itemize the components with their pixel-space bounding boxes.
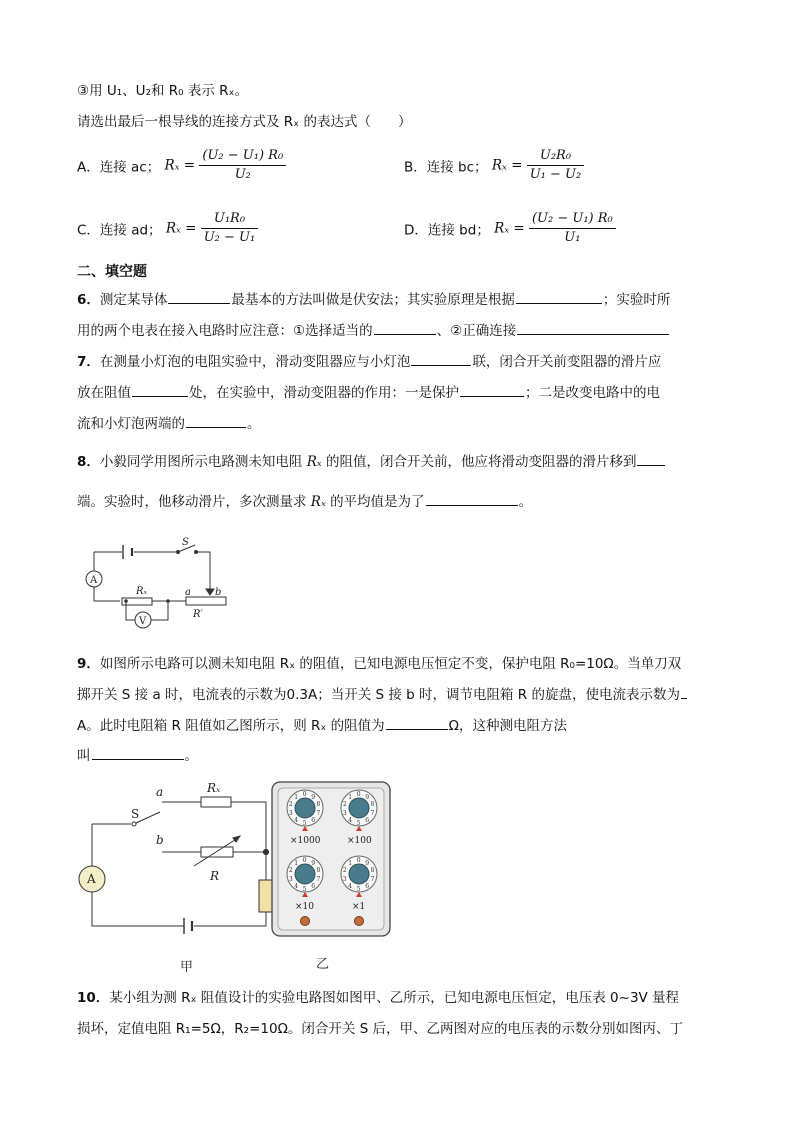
q10-number: 10． <box>77 990 110 1006</box>
q9-text-3b: Ω，这种测电阻方法 <box>448 718 567 734</box>
q7-blank-2[interactable] <box>132 383 188 397</box>
q8-rx-symbol: Rₓ <box>306 454 322 470</box>
dial-1000-digit: 8 <box>316 801 321 808</box>
rx-label: Rₓ <box>136 586 148 597</box>
q7-line1 <box>77 352 661 372</box>
dial-10-digit: 8 <box>316 867 321 874</box>
dial-1-knob <box>349 864 369 884</box>
option-a-fraction <box>199 148 286 183</box>
terminal-a-label: a <box>185 587 191 598</box>
option-d-denominator: U₁ <box>564 230 581 245</box>
dial-100-digit: 5 <box>356 820 361 827</box>
dial-1-digit: 7 <box>370 876 375 883</box>
q6-text-1a: 测定某导体 <box>99 292 168 308</box>
rx-resistor <box>201 797 231 807</box>
switch-pivot <box>132 822 136 826</box>
q6-text-2b: 、②正确连接 <box>436 323 517 339</box>
wire-top-right <box>196 552 210 575</box>
rheostat-body <box>186 597 226 605</box>
q6-text-1c: ；实验时所 <box>602 292 671 308</box>
q8-blank-2[interactable] <box>426 492 518 506</box>
dial-1-digit: 4 <box>348 883 353 891</box>
dial-100-digit: 9 <box>365 793 370 801</box>
q6-text-1b: 最基本的方法叫做是伏安法；其实验原理是根据 <box>231 292 515 308</box>
junction-right <box>167 600 170 603</box>
contact-a-label: a <box>156 785 164 799</box>
q8-blank-1[interactable] <box>637 452 665 466</box>
dial-1000-digit: 7 <box>316 810 321 817</box>
voltmeter-label: V <box>139 616 147 627</box>
q8-line1 <box>77 452 666 472</box>
dial-100-digit: 3 <box>342 810 347 817</box>
q5-step3: ③用 U₁、U₂和 R₀ 表示 Rₓ。 <box>77 83 249 99</box>
option-a <box>77 148 286 183</box>
q10-line2 <box>77 1019 683 1039</box>
dial-1000-digit: 2 <box>288 801 293 808</box>
q9-text-4a: 叫 <box>77 748 91 764</box>
wire-branch-a-right <box>231 802 266 852</box>
q9-line1 <box>77 654 681 674</box>
option-a-numerator: (U₂ − U₁) R₀ <box>199 148 286 166</box>
q7-number: 7． <box>77 354 100 370</box>
q10-text-2: 损坏，定值电阻 R₁=5Ω，R₂=10Ω。闭合开关 S 后，甲、乙两图对应的电压表的示数分别如图丙、丁 <box>77 1021 684 1037</box>
dial-10-digit: 6 <box>311 883 316 891</box>
q6-blank-2[interactable] <box>516 290 602 304</box>
dial-1000-digit: 4 <box>294 817 299 825</box>
terminal-right <box>355 917 364 926</box>
q10-line1 <box>77 988 679 1008</box>
wire-bottom-right <box>194 898 266 926</box>
q8-text-1b: 的阻值，闭合开关前，他应将滑动变阻器的滑片移到 <box>325 454 637 470</box>
q7-line3 <box>77 414 261 434</box>
dial-100-digit: 1 <box>348 793 353 801</box>
terminal-b-label: b <box>215 587 222 598</box>
ammeter-label: A <box>90 575 98 586</box>
option-b-label: B．连接 bc； <box>404 159 488 176</box>
q9-number: 9． <box>77 656 100 672</box>
option-b <box>404 148 584 183</box>
q9-text-4b: 。 <box>184 748 198 764</box>
dial-100-digit: 7 <box>370 810 375 817</box>
option-c-label: C．连接 ad； <box>77 222 162 239</box>
switch-label: S <box>182 537 189 548</box>
option-c-numerator: U₁R₀ <box>201 211 259 229</box>
q6-line2 <box>77 321 670 341</box>
q7-text-2b: 处，在实验中，滑动变阻器的作用：一是保护 <box>189 385 459 401</box>
caption-jia: 甲 <box>180 960 194 975</box>
dial-1000-digit: 5 <box>302 820 307 827</box>
switch-label: S <box>131 807 140 821</box>
option-a-denominator: U₂ <box>234 167 251 182</box>
option-c-denominator: U₂ − U₁ <box>203 230 256 245</box>
rx-label: Rₓ <box>207 781 221 795</box>
dial-10-digit: 9 <box>311 859 316 867</box>
q7-line2 <box>77 383 660 403</box>
option-b-lhs: Rₓ = <box>491 157 523 174</box>
q9-blank-3[interactable] <box>92 746 184 760</box>
dial-10-digit: 5 <box>302 886 307 893</box>
wire-left-lower <box>92 892 184 926</box>
dial-10-digit: 4 <box>294 883 299 891</box>
q7-text-3b: 。 <box>247 416 261 432</box>
rheostat-label: R′ <box>193 609 203 620</box>
q9-blank-2[interactable] <box>386 716 448 730</box>
dial-100-digit: 8 <box>370 801 375 808</box>
caption-yi: 乙 <box>316 957 330 972</box>
dial-1-digit: 8 <box>370 867 375 874</box>
dial-1-digit: 0 <box>356 857 361 864</box>
q9-blank-1[interactable] <box>681 685 687 699</box>
option-c-lhs: Rₓ = <box>165 220 197 237</box>
dial-10-digit: 0 <box>302 857 307 864</box>
option-d-numerator: (U₂ − U₁) R₀ <box>529 211 616 229</box>
option-b-fraction <box>527 148 585 183</box>
section-heading-fill-in: 二、填空题 <box>77 264 147 280</box>
option-c-fraction <box>201 211 259 246</box>
option-d <box>404 211 616 246</box>
slider-arrow <box>206 589 214 595</box>
q10-text-1: 某小组为测 Rₓ 阻值设计的实验电路图如图甲、乙所示，已知电源电压恒定，电压表 0~3V 量程 <box>109 990 680 1006</box>
q9-line4 <box>77 746 198 766</box>
q7-text-1b: 联，闭合开关前变阻器的滑片应 <box>472 354 662 370</box>
q6-blank-3[interactable] <box>374 321 436 335</box>
terminal-left <box>301 917 310 926</box>
option-d-fraction <box>529 211 616 246</box>
r0-resistor <box>259 880 273 912</box>
voltmeter-wire-right <box>151 601 168 620</box>
q9-line2 <box>77 685 688 705</box>
option-a-lhs: Rₓ = <box>164 157 196 174</box>
q6-blank-1[interactable] <box>168 290 230 304</box>
q7-blank-4[interactable] <box>186 414 246 428</box>
option-b-denominator: U₁ − U₂ <box>529 167 582 182</box>
q8-number: 8． <box>77 454 100 470</box>
option-a-label: A．连接 ac； <box>77 159 161 176</box>
dial-100-knob <box>349 798 369 818</box>
dial-1-digit: 9 <box>365 859 370 867</box>
label-x10: ×10 <box>295 902 314 912</box>
r-label: R <box>210 869 220 883</box>
ammeter-label: A <box>87 872 96 886</box>
dial-100-digit: 4 <box>348 817 353 825</box>
q5-prompt: 请选出最后一根导线的连接方式及 Rₓ 的表达式（ ） <box>77 114 412 130</box>
label-x1: ×1 <box>352 902 366 912</box>
q7-blank-1[interactable] <box>411 352 471 366</box>
q9-text-1: 如图所示电路可以测未知电阻 Rₓ 的阻值，已知电源电压恒定不变，保护电阻 R₀=10Ω。当单刀双 <box>99 656 682 672</box>
option-d-label: D．连接 bd； <box>404 222 490 239</box>
dial-100-digit: 6 <box>365 817 370 825</box>
voltmeter-wire-left <box>126 601 135 620</box>
dial-10-digit: 3 <box>288 876 293 883</box>
q8-text-1a: 小毅同学用图所示电路测未知电阻 <box>99 454 303 470</box>
dial-100-digit: 2 <box>342 801 347 808</box>
q8-text-2c: 。 <box>518 494 533 510</box>
wire-left-bottom <box>94 587 120 601</box>
dial-1000-digit: 9 <box>311 793 316 801</box>
q7-text-1a: 在测量小灯泡的电阻实验中，滑动变阻器应与小灯泡 <box>99 354 411 370</box>
q9-figure <box>76 776 396 976</box>
q8-text-2b: 的平均值是为了 <box>330 494 425 510</box>
q8-line2 <box>77 492 532 512</box>
contact-b-label: b <box>156 833 164 847</box>
dial-10-digit: 7 <box>316 876 321 883</box>
q6-blank-4[interactable] <box>517 321 669 335</box>
q7-text-2c: ；二是改变电路中的电 <box>525 385 660 401</box>
resistance-box-symbol <box>201 847 233 857</box>
dial-10-digit: 2 <box>288 867 293 874</box>
switch-blade <box>136 812 160 823</box>
junction-left <box>125 600 128 603</box>
dial-1-digit: 6 <box>365 883 370 891</box>
q7-text-2a: 放在阻值 <box>77 385 131 401</box>
q6-text-2a: 用的两个电表在接入电路时应注意：①选择适当的 <box>77 323 373 339</box>
q7-blank-3[interactable] <box>460 383 524 397</box>
dial-10-digit: 1 <box>294 859 299 867</box>
dial-1-digit: 1 <box>348 859 353 867</box>
label-x1000: ×1000 <box>290 836 321 846</box>
dial-10-knob <box>295 864 315 884</box>
q9-text-3a: A。此时电阻箱 R 阻值如乙图所示，则 Rₓ 的阻值为 <box>77 718 385 734</box>
option-c <box>77 211 258 246</box>
dial-100-digit: 0 <box>356 791 361 798</box>
option-b-numerator: U₂R₀ <box>527 148 585 166</box>
q9-text-2a: 掷开关 S 接 a 时，电流表的示数为0.3A；当开关 S 接 b 时，调节电阻箱 R 的旋盘，使电流表示数为 <box>77 687 680 703</box>
q8-rx-symbol-2: Rₓ <box>310 494 326 510</box>
q9-line3 <box>77 716 567 736</box>
switch-contact <box>195 551 198 554</box>
dial-1000-digit: 6 <box>311 817 316 825</box>
q6-line1 <box>77 290 670 310</box>
dial-1000-digit: 0 <box>302 791 307 798</box>
label-x100: ×100 <box>347 836 372 846</box>
dial-1000-digit: 3 <box>288 810 293 817</box>
q7-text-3a: 流和小灯泡两端的 <box>77 416 185 432</box>
dial-1-digit: 3 <box>342 876 347 883</box>
dial-1000-digit: 1 <box>294 793 299 801</box>
q6-number: 6． <box>77 292 100 308</box>
q8-circuit-diagram <box>78 535 238 640</box>
dial-1-digit: 5 <box>356 886 361 893</box>
option-d-lhs: Rₓ = <box>494 220 525 237</box>
dial-1-digit: 2 <box>342 867 347 874</box>
dial-1000-knob <box>295 798 315 818</box>
q8-text-2a: 端。实验时，他移动滑片，多次测量求 <box>77 494 307 510</box>
